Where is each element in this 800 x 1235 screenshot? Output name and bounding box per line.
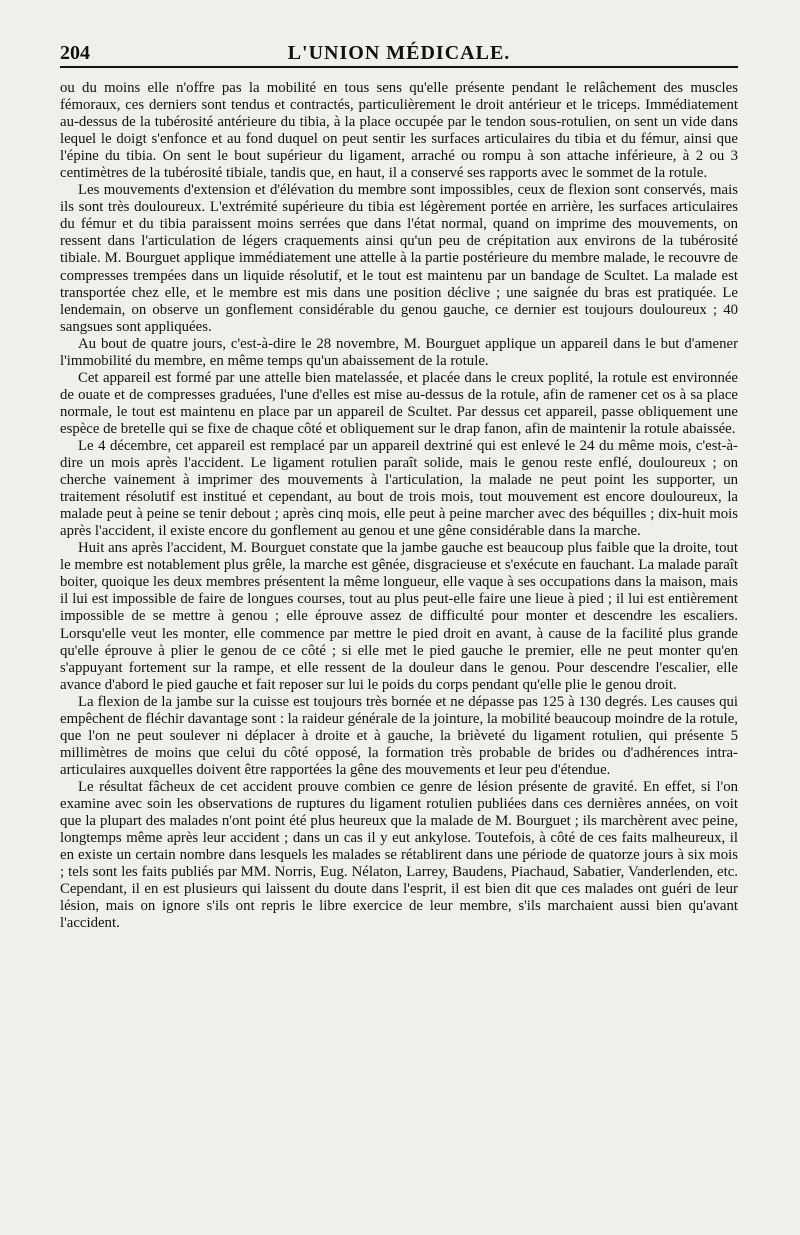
paragraph-8: Le résultat fâcheux de cet accident prouve combien ce genre de lésion présente de gravité. En effet, si l'on examine avec soin les observations de ruptures du ligament rotulien publiées dans ces dernières années, on voit que la plupart des malades n'ont point été plus heureux que la malade de M. Bourguet ; ils marchèrent avec peine, longtemps même après leur accident ; dans un cas il y eut ankylose. Toutefois, à côté de ces faits malheureux, il en existe un certain nombre dans lesquels les malades se rétablirent dans une période de quatorze jours à six mois ; tels sont les faits publiés par MM. Norris, Eug. Nélaton, Larrey, Baudens, Piachaud, Sabatier, Vanderlenden, etc. Cependant, il en est plusieurs qui laissent du doute dans l'esprit, il est bien dit que ces malades ont guéri de leur lésion, mais on ignore s'ils ont repris le libre exercice de leur membre, s'ils marchaient aussi bien qu'avant l'accident. (60, 778, 738, 932)
page-number: 204 (60, 42, 90, 64)
paragraph-5: Le 4 décembre, cet appareil est remplacé par un appareil dextriné qui est enlevé le 24 du même mois, c'est-à-dire un mois après l'accident. Le ligament rotulien paraît solide, mais le genou reste enflé, douloureux ; on cherche vainement à imprimer des mouvements à l'articulation, la malade ne peut point les supporter, un traitement résolutif est institué et cependant, au bout de trois mois, tout mouvement est encore douloureux, la malade peut à peine se tenir debout ; après cinq mois, elle peut à peine marcher avec des béquilles ; dix-huit mois après l'accident, il existe encore du gonflement au genou et une gêne considérable dans la marche. (60, 437, 738, 540)
paragraph-4: Cet appareil est formé par une attelle bien matelassée, et placée dans le creux poplité, la rotule est environnée de ouate et de compresses graduées, l'une d'elles est mise au-dessus de la rotule, afin de ramener cet os à sa place normale, le tout est maintenu en place par un appareil de Scultet. Par dessus cet appareil, passe obliquement une espèce de bretelle qui se fixe de chaque côté et obliquement sur le drap fanon, afin de maintenir la rotule abaissée. (60, 369, 738, 437)
article-body (60, 80, 738, 932)
paragraph-7: La flexion de la jambe sur la cuisse est toujours très bornée et ne dépasse pas 125 à 130 degrés. Les causes qui empêchent de fléchir davantage sont : la raideur générale de la jointure, la mobilité beaucoup moindre de la rotule, que l'on ne peut soulever ni déplacer à droite et à gauche, la brièveté du ligament rotulien, qui présente 5 millimètres de moins que celui du côté opposé, la formation très probable de brides ou d'adhérences intra-articulaires auxquelles doivent être rapportées la gêne des mouvements et leur peu d'étendue. (60, 693, 738, 778)
header-rule (60, 66, 738, 68)
running-title: L'UNION MÉDICALE. (287, 42, 511, 64)
paragraph-3: Au bout de quatre jours, c'est-à-dire le 28 novembre, M. Bourguet applique un appareil dans le but d'amener l'immobilité du membre, en même temps qu'un abaissement de la rotule. (60, 335, 738, 369)
paragraph-2: Les mouvements d'extension et d'élévation du membre sont impossibles, ceux de flexion sont conservés, mais ils sont très douloureux. L'extrémité supérieure du tibia est légèrement portée en arrière, les surfaces articulaires du fémur et du tibia paraissent moins serrées que dans l'état normal, quand on imprime des mouvements, on ressent dans l'articulation de légers craquements ainsi qu'un peu de crépitation aux environs de la tubérosité tibiale. M. Bourguet applique immédiatement une attelle à la partie postérieure du membre malade, le recouvre de compresses trempées dans un liquide résolutif, et le tout est maintenu par un bandage de Scultet. La malade est transportée chez elle, et le membre est mis dans une position déclive ; une saignée du bras est pratiquée. Le lendemain, on observe un gonflement considérable du genou gauche, ce dernier est toujours douloureux ; 40 sangsues sont appliquées. (60, 182, 738, 335)
paragraph-1: ou du moins elle n'offre pas la mobilité en tous sens qu'elle présente pendant le relâchement des muscles fémoraux, ces derniers sont tendus et contractés, particulièrement le droit antérieur et le triceps. Immédiatement au-dessus de la tubérosité antérieure du tibia, à la place occupée par le tendon sous-rotulien, on sent un vide dans lequel le doigt s'enfonce et au fond duquel on peut sentir les surfaces articulaires du tibia et du fémur, ainsi que l'épine du tibia. On sent le bout supérieur du ligament, arraché ou rompu à son attache inférieure, à 2 ou 3 centimètres de la tubérosité tibiale, tandis que, en haut, il a conservé ses rapports avec le sommet de la rotule. (60, 80, 738, 182)
paragraph-6: Huit ans après l'accident, M. Bourguet constate que la jambe gauche est beaucoup plus faible que la droite, tout le membre est notablement plus grêle, la marche est gênée, disgracieuse et s'exécute en fauchant. La malade paraît boiter, quoique les deux membres présentent la même longueur, elle vaque à ses occupations dans la maison, mais il lui est impossible de faire de longues courses, tout au plus peut-elle faire une lieue à pied ; il lui est entièrement impossible de se mettre à genou ; elle éprouve assez de difficulté pour monter et descendre les escaliers. Lorsqu'elle veut les monter, elle commence par mettre le pied droit en avant, à cause de la facilité plus grande qu'elle éprouve à plier le genou de ce côté ; si elle met le pied gauche le premier, elle ne peut monter qu'en s'appuyant fortement sur la rampe, et elle ressent de la douleur dans le genou. Pour descendre l'escalier, elle avance d'abord le pied gauche et fait reposer sur lui le poids du corps pendant qu'elle plie le genou droit. (60, 540, 738, 693)
